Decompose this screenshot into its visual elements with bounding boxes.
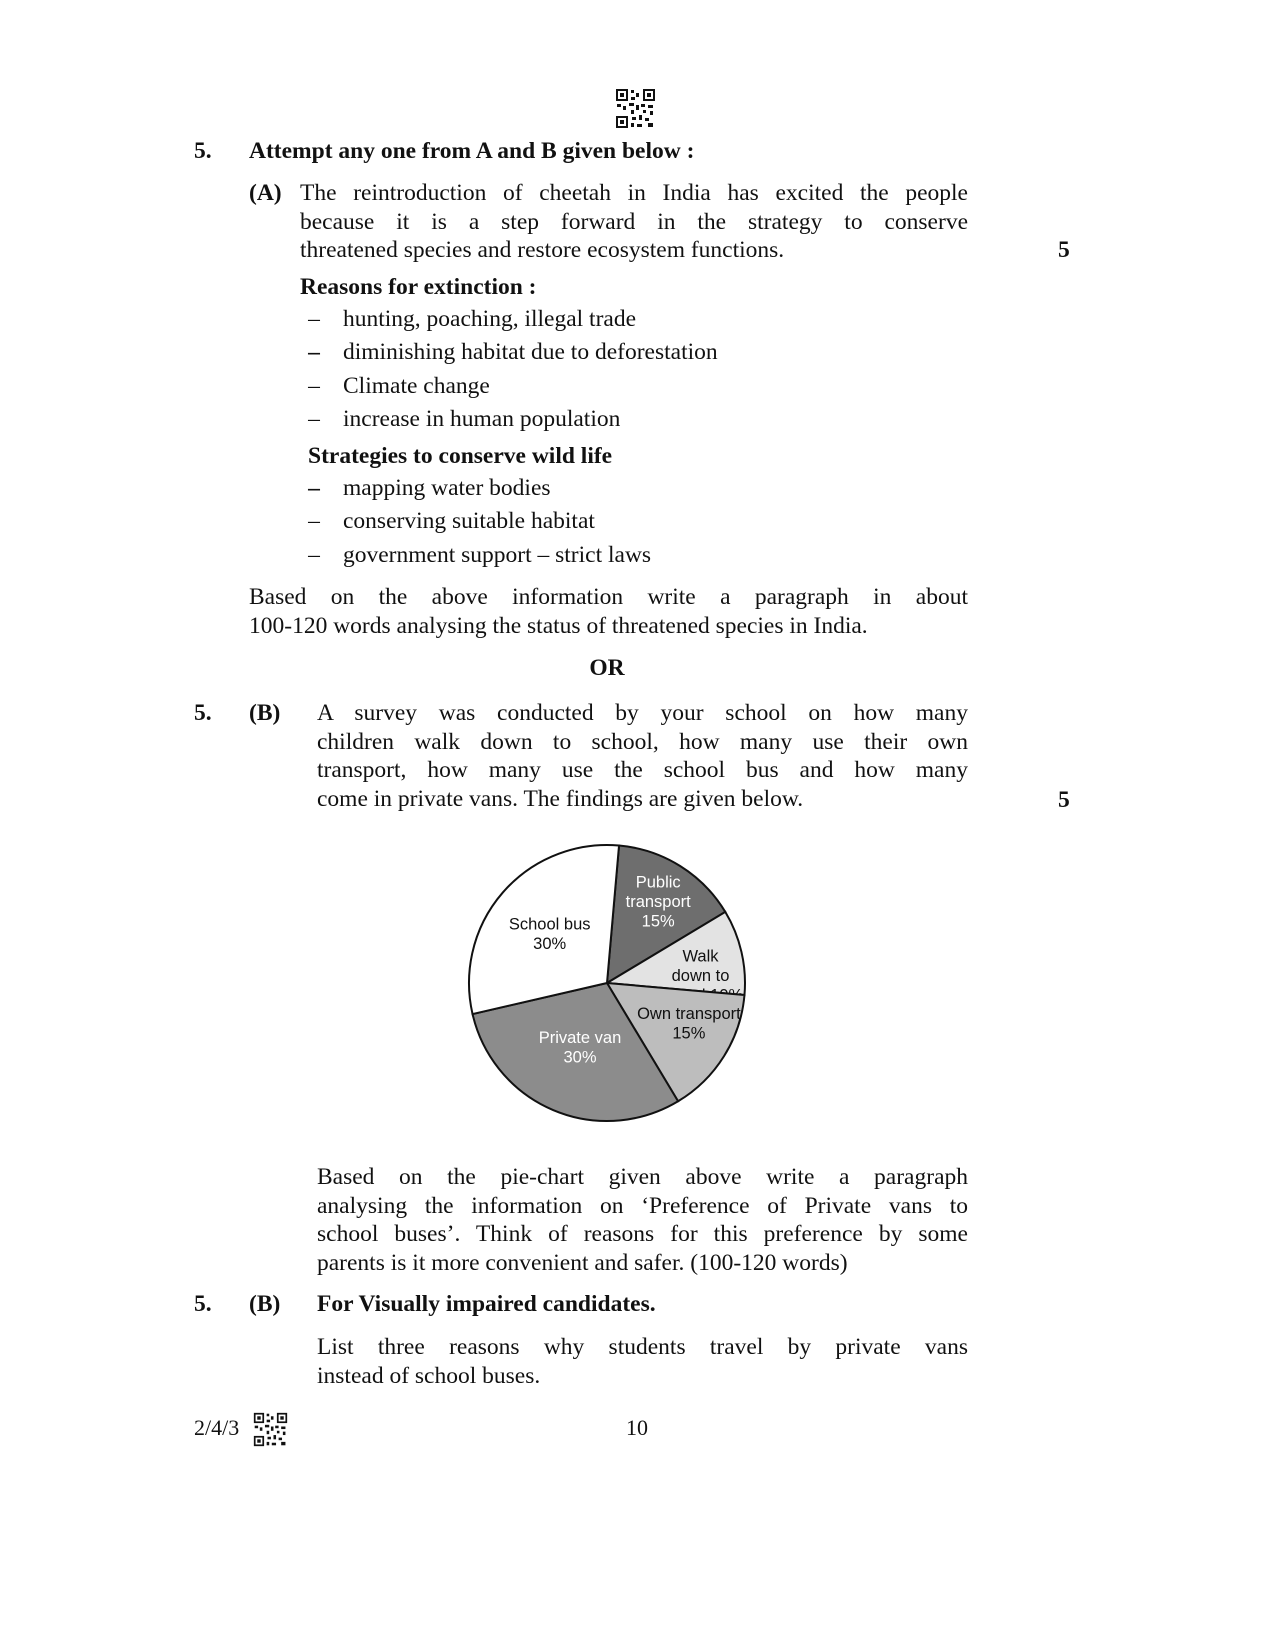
question-a-marks: 5	[1058, 237, 1070, 263]
question-vi-task	[317, 1333, 968, 1390]
or-separator: OR	[589, 655, 625, 681]
question-a-task	[249, 583, 968, 640]
strategies-heading: Strategies to conserve wild life	[308, 443, 613, 469]
question-b-label: (B)	[249, 700, 281, 726]
question-a-intro-line-2: because it is a step forward in the strategy to conserve	[300, 208, 968, 235]
question-b-task-line-4: parents is it more convenient and safer. (100-120 words)	[317, 1249, 848, 1276]
question-b-intro	[317, 699, 968, 813]
question-vi-task-line-2: instead of school buses.	[317, 1362, 541, 1389]
question-a-label: (A)	[249, 180, 282, 206]
strategies-list	[303, 474, 903, 574]
question-vi-heading: For Visually impaired candidates.	[317, 1291, 656, 1317]
question-b-intro-line-3: transport, how many use the school bus and how many	[317, 757, 968, 783]
question-vi-label: (B)	[249, 1291, 281, 1317]
question-a-intro-line-3: threatened species and restore ecosystem functions.	[300, 237, 785, 263]
qr-code-top	[615, 88, 656, 129]
question-a-intro-line-1: The reintroduction of cheetah in India has excited the people	[300, 180, 968, 206]
question-b-intro-line-2: children walk down to school, how many use their own	[317, 728, 968, 755]
question-vi-task-line-1: List three reasons why students travel by private vans	[317, 1334, 968, 1360]
question-a-heading: Attempt any one from A and B given below :	[249, 138, 695, 164]
reasons-heading: Reasons for extinction :	[300, 274, 537, 300]
pie-label-public-transport: Public transport 15%	[625, 873, 691, 931]
list-item: – government support – strict laws	[308, 541, 652, 568]
question-b-intro-line-1: A survey was conducted by your school on how many	[317, 700, 968, 726]
list-item: – conserving suitable habitat	[308, 508, 595, 535]
question-a-task-line-2: 100-120 words analysing the status of threatened species in India.	[249, 612, 868, 639]
pie-chart	[462, 838, 752, 1128]
question-a-intro	[300, 179, 968, 265]
pie-label-walk-down-to-school: Walk down to	[671, 947, 730, 985]
question-b-number: 5.	[194, 700, 212, 726]
question-b-task	[317, 1163, 968, 1277]
qr-code-footer	[253, 1412, 288, 1447]
list-item: – Climate change	[308, 372, 490, 399]
question-b-task-line-3: school buses’. Think of reasons for this preference by some	[317, 1221, 968, 1247]
question-b-task-line-2: analysing the information on ‘Preference of Private vans to	[317, 1192, 968, 1219]
list-item: – diminishing habitat due to deforestation	[308, 339, 718, 366]
question-b-marks: 5	[1058, 787, 1070, 813]
pie-label-private-van: Private van 30%	[538, 1028, 622, 1067]
question-a-number: 5.	[194, 138, 212, 164]
list-item: – increase in human population	[308, 405, 621, 432]
question-b-task-line-1: Based on the pie-chart given above write a paragraph	[317, 1164, 968, 1190]
list-item: – mapping water bodies	[308, 475, 551, 501]
list-item: – hunting, poaching, illegal trade	[308, 306, 637, 332]
question-a-task-line-1: Based on the above information write a paragraph in about	[249, 584, 968, 610]
pie-label-school-bus: School bus 30%	[508, 915, 591, 953]
question-vi-number: 5.	[194, 1291, 212, 1317]
question-b-intro-line-4: come in private vans. The findings are given below.	[317, 785, 804, 812]
paper-code: 2/4/3	[194, 1415, 240, 1440]
pie-label-own-transport: Own transport 15%	[637, 1005, 741, 1043]
reasons-list	[303, 305, 903, 438]
page-number: 10	[626, 1415, 648, 1440]
